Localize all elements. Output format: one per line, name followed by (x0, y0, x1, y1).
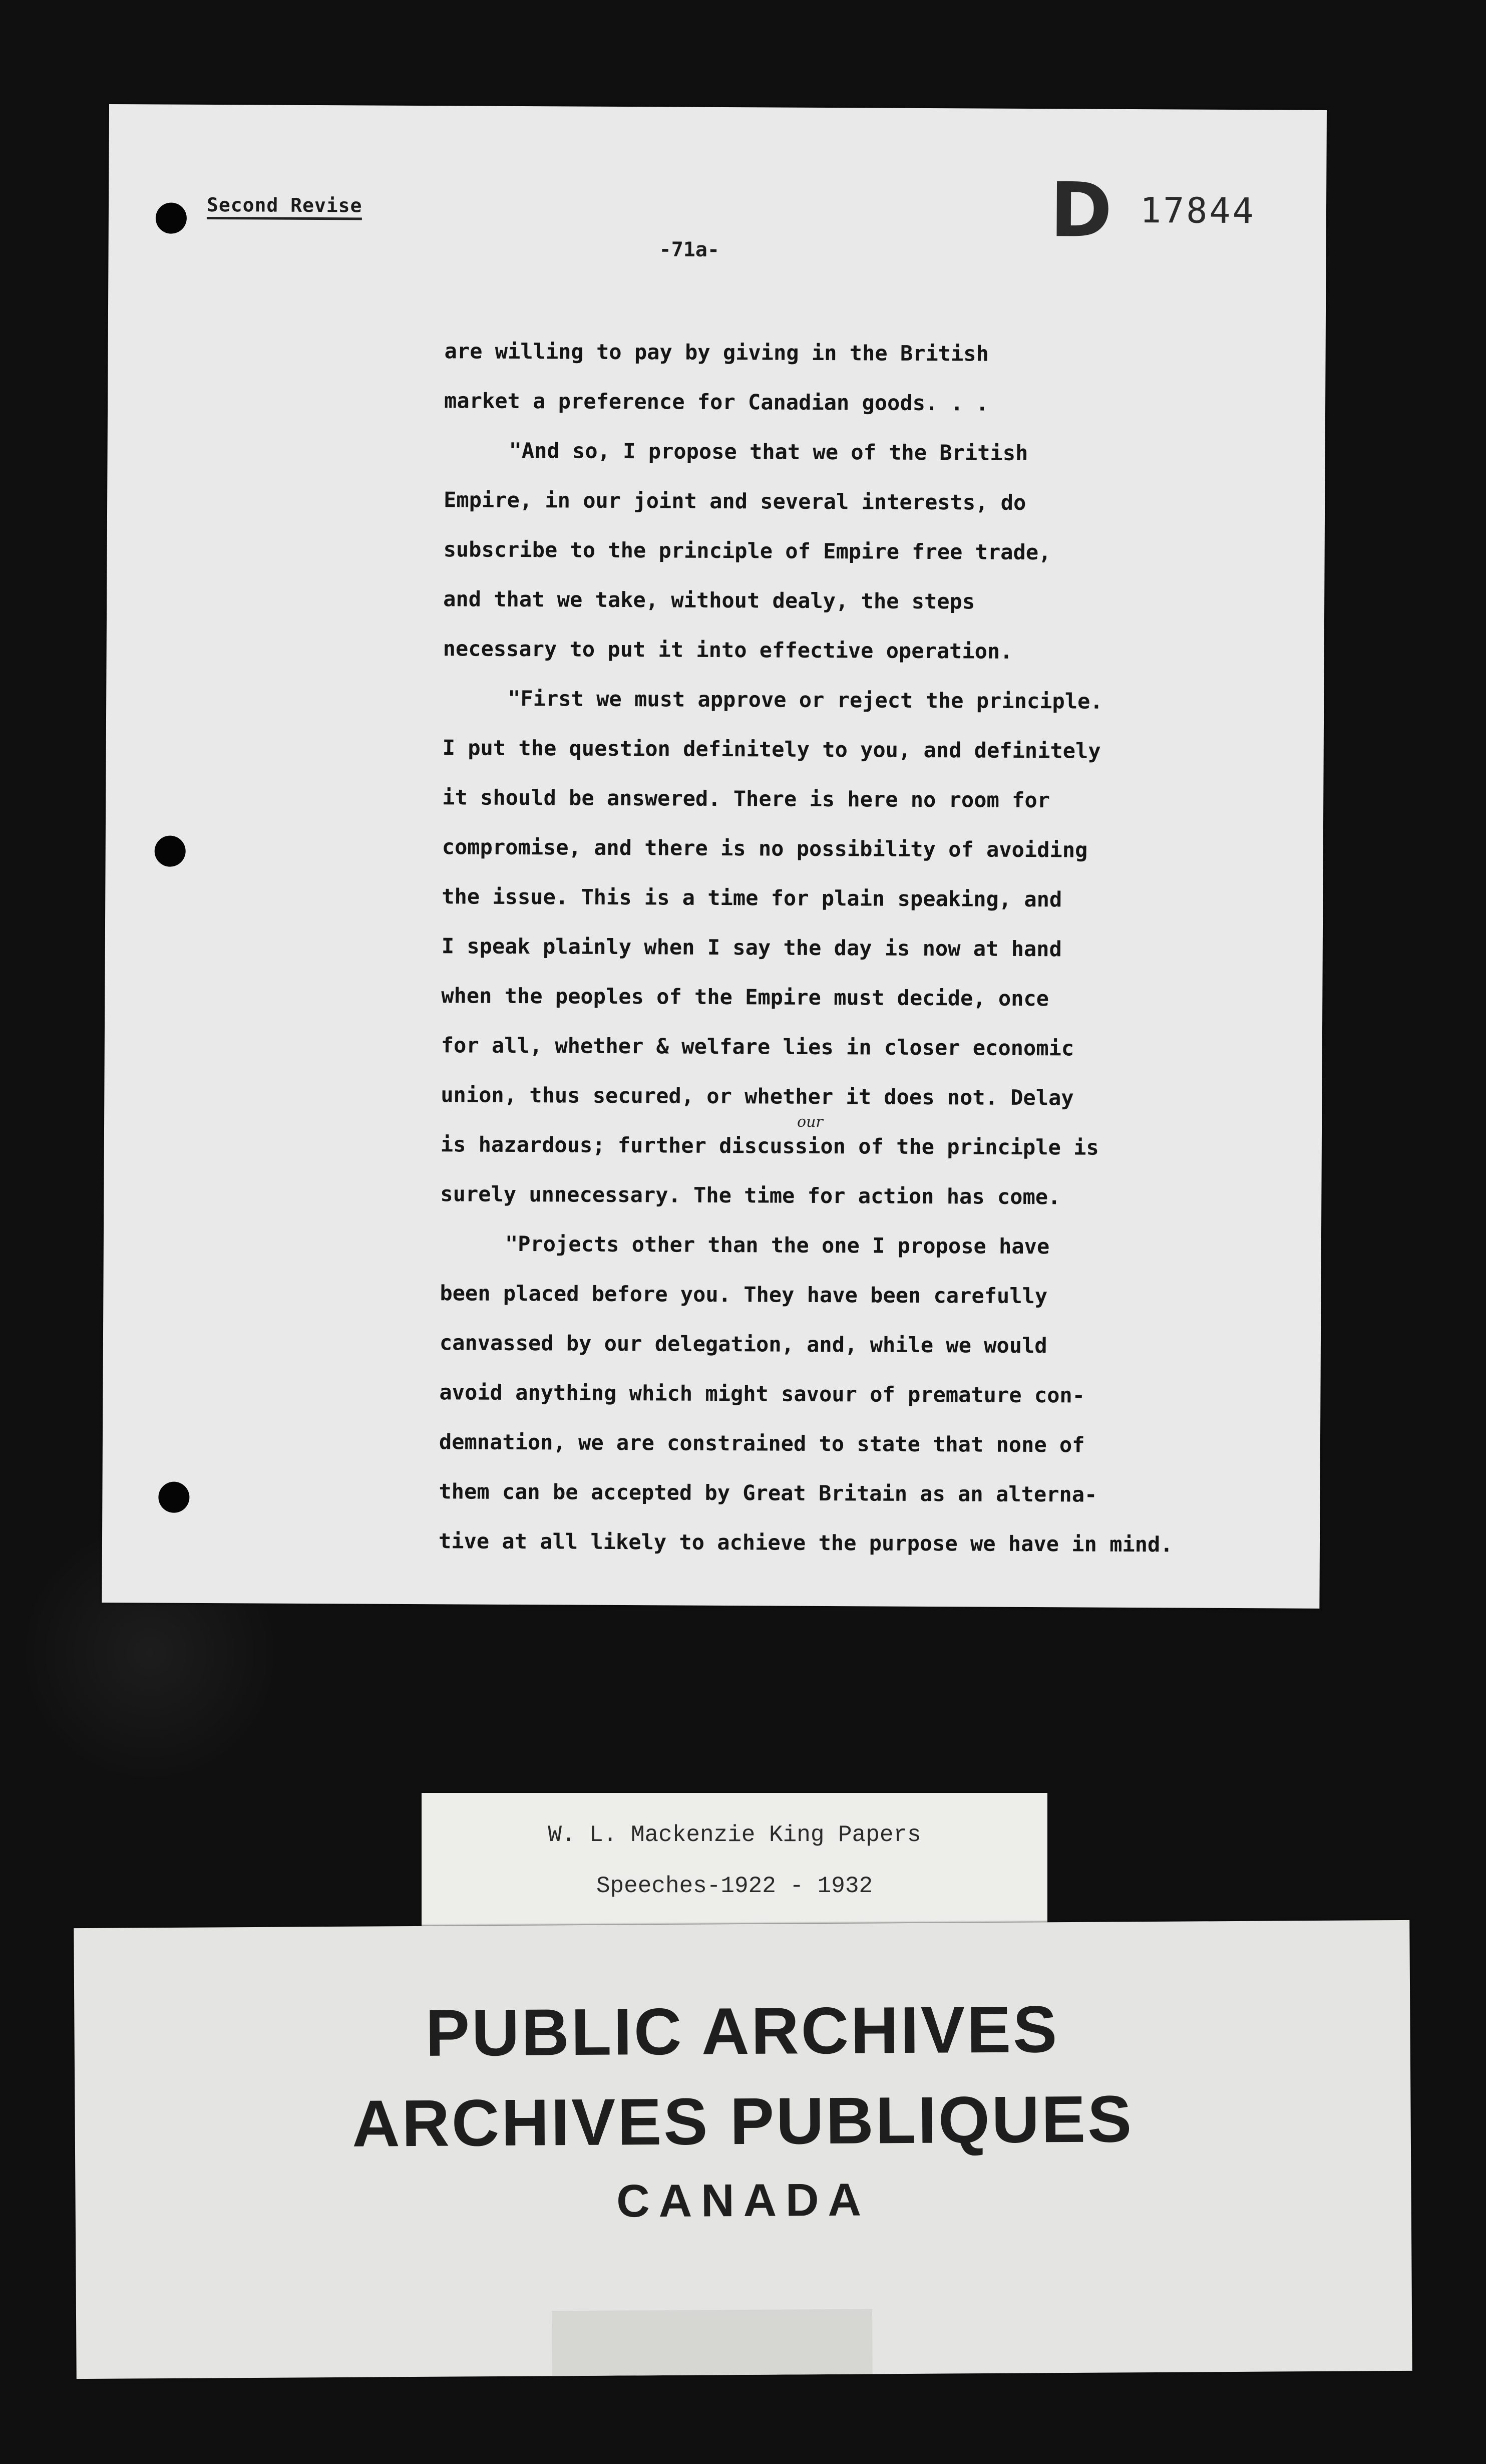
collection-label (422, 1793, 1047, 1931)
text-line: for all, whether & welfare lies in closer economic (441, 1033, 1074, 1061)
text-line: surely unnecessary. The time for action has come. (440, 1181, 1061, 1209)
text-line: is hazardous; further discussion of the principle is (440, 1132, 1099, 1160)
text-line: are willing to pay by giving in the British (444, 339, 989, 366)
revision-label: Second Revise (207, 194, 362, 220)
punch-hole-middle (155, 835, 186, 866)
text-line: the issue. This is a time for plain speaking, and (442, 884, 1062, 912)
text-line: "Projects other than the one I propose have (505, 1231, 1050, 1259)
document-number: 17844 (1140, 190, 1256, 232)
punch-hole-bottom (158, 1482, 189, 1513)
archives-title-french: ARCHIVES PUBLIQUES (351, 2082, 1134, 2161)
text-line: I speak plainly when I say the day is now at hand (441, 934, 1062, 962)
text-line: union, thus secured, or whether it does not. Delay (441, 1082, 1074, 1110)
text-line: and that we take, without dealy, the steps (443, 586, 975, 614)
document-series-letter: D (1049, 167, 1112, 254)
text-line: necessary to put it into effective operation. (443, 636, 1013, 664)
text-line: compromise, and there is no possibility of avoiding (442, 834, 1088, 862)
text-line: tive at all likely to achieve the purpose we have in mind. (438, 1528, 1173, 1557)
collection-series: Speeches-1922 - 1932 (596, 1873, 873, 1899)
page-number: -71a- (659, 238, 720, 261)
archives-title-english: PUBLIC ARCHIVES (425, 1992, 1059, 2070)
text-line: them can be accepted by Great Britain as an alterna- (439, 1479, 1097, 1507)
archives-card (74, 1920, 1412, 2379)
handwritten-interlinear-note: our (797, 1113, 823, 1131)
text-line: when the peoples of the Empire must decide, once (441, 983, 1049, 1011)
text-line: "And so, I propose that we of the British (509, 438, 1028, 465)
text-line: avoid anything which might savour of premature con- (439, 1380, 1085, 1408)
speech-body-text (439, 326, 1296, 1570)
text-line: "First we must approve or reject the principle. (508, 686, 1103, 714)
card-tab (552, 2309, 873, 2376)
text-line: subscribe to the principle of Empire free trade, (443, 537, 1051, 565)
text-line: Empire, in our joint and several interests, do (444, 487, 1026, 515)
text-line: canvassed by our delegation, and, while we would (439, 1330, 1047, 1358)
text-line: demnation, we are constrained to state that none of (439, 1429, 1085, 1457)
text-line: it should be answered. There is here no room for (442, 785, 1050, 813)
archives-country: CANADA (616, 2174, 871, 2227)
typed-document-page (102, 104, 1327, 1609)
text-line: I put the question definitely to you, and definitely (442, 735, 1101, 763)
text-line: market a preference for Canadian goods. . . (444, 388, 989, 416)
punch-hole-top (156, 202, 187, 233)
collection-name: W. L. Mackenzie King Papers (548, 1822, 921, 1848)
text-line: been placed before you. They have been carefully (440, 1281, 1048, 1309)
